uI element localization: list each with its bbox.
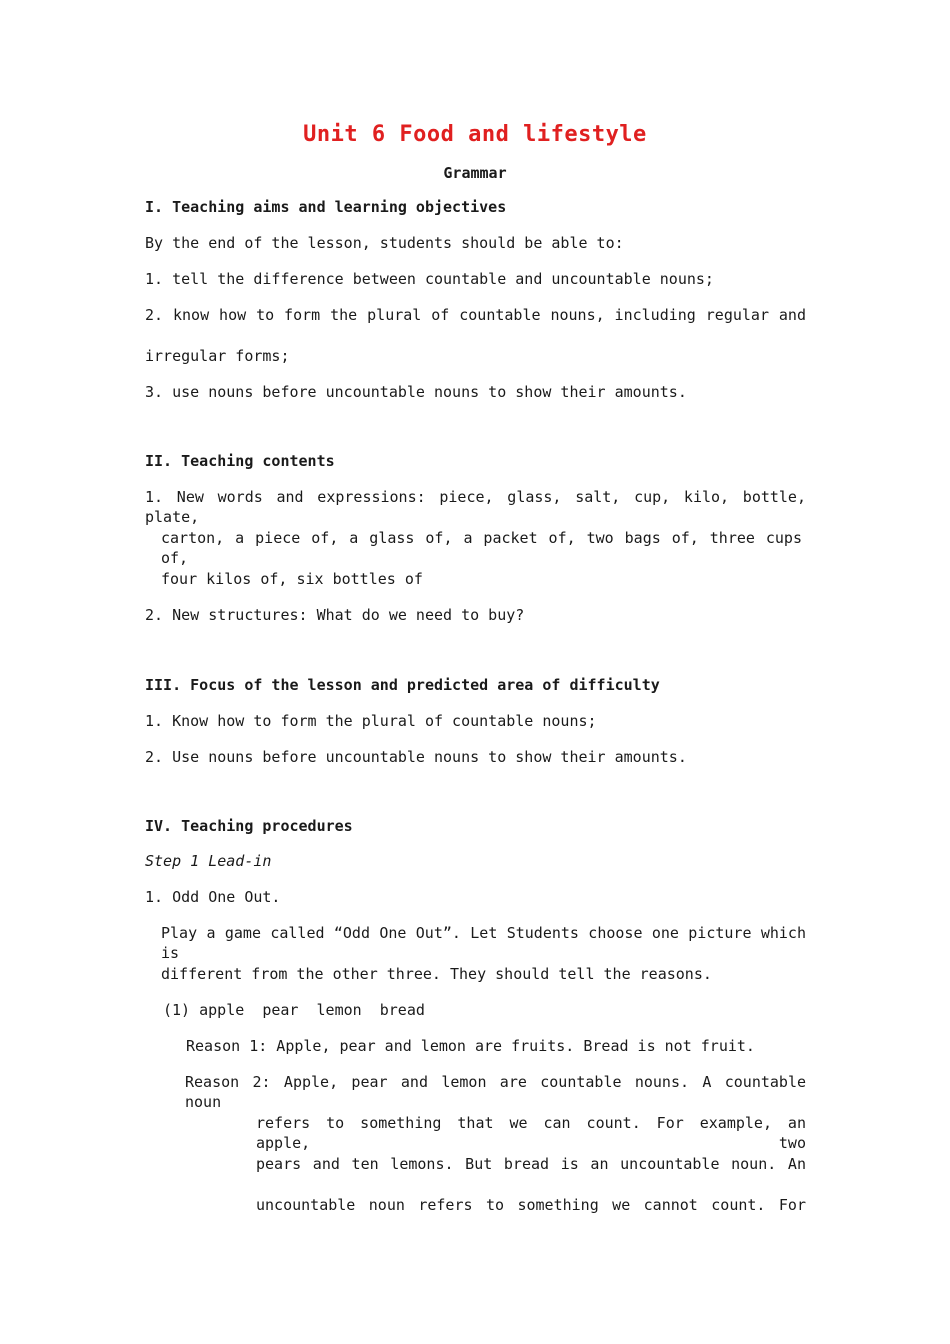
reason-2-line-2: refers to something that we can count. For example, an apple, two xyxy=(256,1114,806,1152)
section-2-item-2: 2. New structures: What do we need to buy? xyxy=(145,606,525,624)
section-2-item-1-line-3: four kilos of, six bottles of xyxy=(161,570,423,588)
section-4-heading: IV. Teaching procedures xyxy=(145,817,353,835)
section-3-heading: III. Focus of the lesson and predicted area of difficulty xyxy=(145,676,660,694)
section-2-item-1-line-1: 1. New words and expressions: piece, glass, salt, cup, kilo, bottle, plate, xyxy=(145,488,806,526)
page-subtitle: Grammar xyxy=(443,164,507,182)
example-1-words: (1) apple pear lemon bread xyxy=(163,1001,425,1019)
game-paragraph-line-2: different from the other three. They should tell the reasons. xyxy=(161,965,712,983)
game-paragraph-line-1: Play a game called “Odd One Out”. Let Students choose one picture which is xyxy=(161,924,806,962)
section-1-heading: I. Teaching aims and learning objectives xyxy=(145,198,507,216)
section-1-item-2-line-1: 2. know how to form the plural of countable nouns, including regular and xyxy=(145,306,806,324)
section-2-heading: II. Teaching contents xyxy=(145,452,335,470)
section-1-item-1: 1. tell the difference between countable and uncountable nouns; xyxy=(145,270,714,288)
step-1-heading: Step 1 Lead-in xyxy=(145,852,272,870)
reason-2-line-4: uncountable noun refers to something we cannot count. For xyxy=(256,1196,806,1214)
section-1-item-3: 3. use nouns before uncountable nouns to show their amounts. xyxy=(145,383,687,401)
reason-2-line-3: pears and ten lemons. But bread is an uncountable noun. An xyxy=(256,1155,806,1173)
section-3-item-2: 2. Use nouns before uncountable nouns to show their amounts. xyxy=(145,748,687,766)
section-2-item-1-line-2: carton, a piece of, a glass of, a packet of, two bags of, three cups of, xyxy=(161,529,802,567)
reason-2-line-1: Reason 2: Apple, pear and lemon are countable nouns. A countable noun xyxy=(185,1073,806,1111)
reason-1: Reason 1: Apple, pear and lemon are fruits. Bread is not fruit. xyxy=(186,1037,755,1055)
section-4-item-1: 1. Odd One Out. xyxy=(145,888,281,906)
section-1-item-2-line-2: irregular forms; xyxy=(145,347,290,365)
page-title: Unit 6 Food and lifestyle xyxy=(303,122,647,147)
section-1-intro: By the end of the lesson, students should be able to: xyxy=(145,234,624,252)
section-3-item-1: 1. Know how to form the plural of countable nouns; xyxy=(145,712,597,730)
